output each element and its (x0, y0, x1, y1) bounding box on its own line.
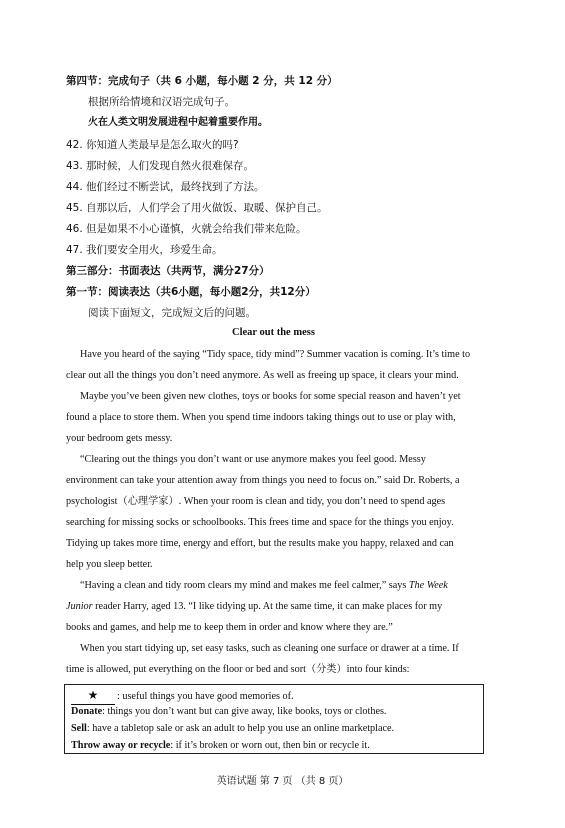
blank-line (71, 688, 115, 705)
passage-line-text: reader Harry, aged 13. “I like tidying up. At the same time, it can make places for my (95, 601, 443, 612)
star-icon: ★ (87, 688, 99, 702)
passage-line: Maybe you’ve been given new clothes, toys or books for some special reason and haven’t yet (80, 391, 461, 402)
box-row-label: Throw away or recycle (71, 740, 171, 751)
part3-heading: 第三部分：书面表达（共两节，满分27分） (66, 265, 270, 277)
passage-line: your bedroom gets messy. (66, 433, 173, 444)
item-43: 43. 那时候，人们发现自然火很难保存。 (66, 160, 255, 172)
item-44: 44. 他们经过不断尝试，最终找到了方法。 (66, 181, 265, 193)
box-row-label: Donate (71, 706, 103, 717)
passage-line: psychologist（心理学家）. When your room is clean and tidy, you don’t need to spend ages (66, 496, 446, 507)
box-row-text: : things you don’t want but can give away, like books, toys or clothes. (102, 706, 387, 717)
item-47: 47. 我们要安全用火，珍爱生命。 (66, 244, 223, 256)
passage-line: books and games, and help me to keep them in order and know where they are.” (66, 622, 393, 633)
box-row-throw (71, 739, 370, 753)
section4-instruction: 根据所给情境和汉语完成句子。 (88, 96, 235, 108)
passage-title: Clear out the mess (232, 327, 315, 338)
passage-line: environment can take your attention away from things you need to focus on.” said Dr. Roberts, a (66, 475, 460, 486)
passage-line: help you sleep better. (66, 559, 153, 570)
box-row-sell (71, 722, 394, 736)
passage-line (66, 600, 442, 614)
box-row-text: : useful things you have good memories of. (117, 691, 294, 702)
passage-line: Have you heard of the saying “Tidy space, tidy mind”? Summer vacation is coming. It’s time to (80, 349, 471, 360)
page-footer: 英语试题 第 7 页 （共 8 页） (216, 776, 349, 787)
sorting-box (64, 684, 484, 754)
passage-line: searching for missing socks or schoolbooks. This frees time and space for the things you enjoy. (66, 517, 454, 528)
section4-heading: 第四节：完成句子（共 6 小题，每小题 2 分，共 12 分） (66, 75, 338, 87)
box-row-text: : if it’s broken or worn out, then bin or recycle it. (170, 740, 370, 751)
box-row-text: : have a tabletop sale or ask an adult to help you use an online marketplace. (86, 723, 395, 734)
passage-line-text: “Having a clean and tidy room clears my mind and makes me feel calmer,” says (80, 580, 407, 591)
passage-line: time is allowed, put everything on the floor or bed and sort（分类）into four kinds: (66, 664, 410, 675)
passage-line: When you start tidying up, set easy tasks, such as cleaning one surface or drawer at a time. If (80, 643, 459, 654)
part3-instruction: 阅读下面短文，完成短文后的问题。 (88, 307, 256, 319)
passage-line: Tidying up takes more time, energy and effort, but the results make you happy, relaxed and can (66, 538, 454, 549)
section4-context: 火在人类文明发展进程中起着重要作用。 (88, 117, 268, 128)
passage-line: found a place to store them. When you spend time indoors taking things out to use or play with, (66, 412, 456, 423)
box-row-keep (71, 688, 294, 705)
passage-line: “Clearing out the things you don’t want or use anymore makes you feel good. Messy (80, 454, 426, 465)
part3-section1-heading: 第一节：阅读表达（共6小题，每小题2分，共12分） (66, 286, 316, 298)
item-42: 42. 你知道人类最早是怎么取火的吗? (66, 139, 239, 151)
item-45: 45. 自那以后，人们学会了用火做饭、取暖、保护自己。 (66, 202, 328, 214)
passage-line: clear out all the things you don’t need anymore. As well as freeing up space, it clears your mind. (66, 370, 459, 381)
box-row-label: Sell (71, 723, 87, 734)
box-row-donate (71, 705, 386, 719)
item-46: 46. 但是如果不小心谨慎，火就会给我们带来危险。 (66, 223, 307, 235)
passage-line (80, 579, 448, 593)
magazine-name-part2: Junior (66, 601, 93, 612)
magazine-name-part1: The Week (408, 580, 448, 591)
